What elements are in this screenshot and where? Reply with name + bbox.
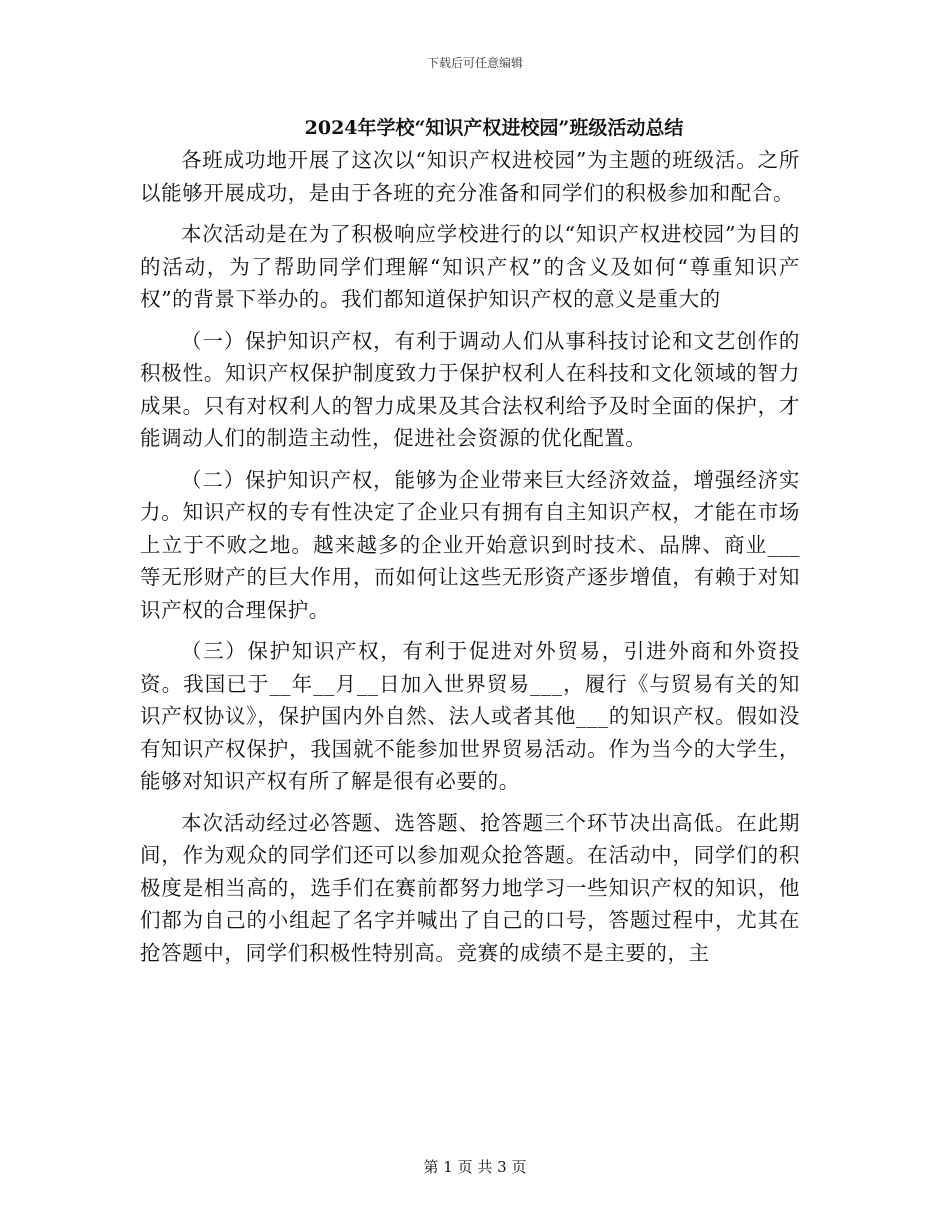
paragraph-point-1: （一）保护知识产权，有利于调动人们从事科技讨论和文艺创作的积极性。知识产权保护制度致力于保护权利人在科技和文化领域的智力成果。只有对权利人的智力成果及其合法权利给予及时全面的保护，才能调动人们的制造主动性，促进社会资源的优化配置。 <box>140 328 800 450</box>
paragraph-point-2: （二）保护知识产权，能够为企业带来巨大经济效益，增强经济实力。知识产权的专有性决定了企业只有拥有自主知识产权，才能在市场上立于不败之地。越来越多的企业开始意识到时技术、品牌、商业___等无形财产的巨大作用，而如何让这些无形资产逐步增值，有赖于对知识产权的合理保护。 <box>140 467 800 622</box>
paragraph-intro: 各班成功地开展了这次以“知识产权进校园”为主题的班级活。之所以能够开展成功，是由于各班的充分准备和同学们的积极参加和配合。 <box>140 148 800 205</box>
document-body <box>140 144 800 969</box>
paragraph-purpose: 本次活动是在为了积极响应学校进行的以“知识产权进校园”为目的的活动，为了帮助同学们理解“知识产权”的含义及如何“尊重知识产权”的背景下举办的。我们都知道保护知识产权的意义是重大的 <box>140 222 800 311</box>
paragraph-point-3: （三）保护知识产权，有利于促进对外贸易，引进外商和外资投资。我国已于__年__月__日加入世界贸易___，履行《与贸易有关的知识产权协议》，保护国内外自然、法人或者其他___的知识产权。假如没有知识产权保护，我国就不能参加世界贸易活动。作为当今的大学生，能够对知识产权有所了解是很有必要的。 <box>140 639 800 793</box>
header-note: 下载后可任意编辑 <box>426 56 523 70</box>
document-title: 2024年学校“知识产权进校园”班级活动总结 <box>304 117 684 139</box>
page-footer: 第 1 页 共 3 页 <box>423 1158 527 1176</box>
paragraph-activity: 本次活动经过必答题、选答题、抢答题三个环节决出高低。在此期间，作为观众的同学们还可以参加观众抢答题。在活动中，同学们的积极度是相当高的，选手们在赛前都努力地学习一些知识产权的知识，他们都为自己的小组起了名字并喊出了自己的口号，答题过程中，尤其在抢答题中，同学们积极性特别高。竞赛的成绩不是主要的，主 <box>140 810 800 965</box>
